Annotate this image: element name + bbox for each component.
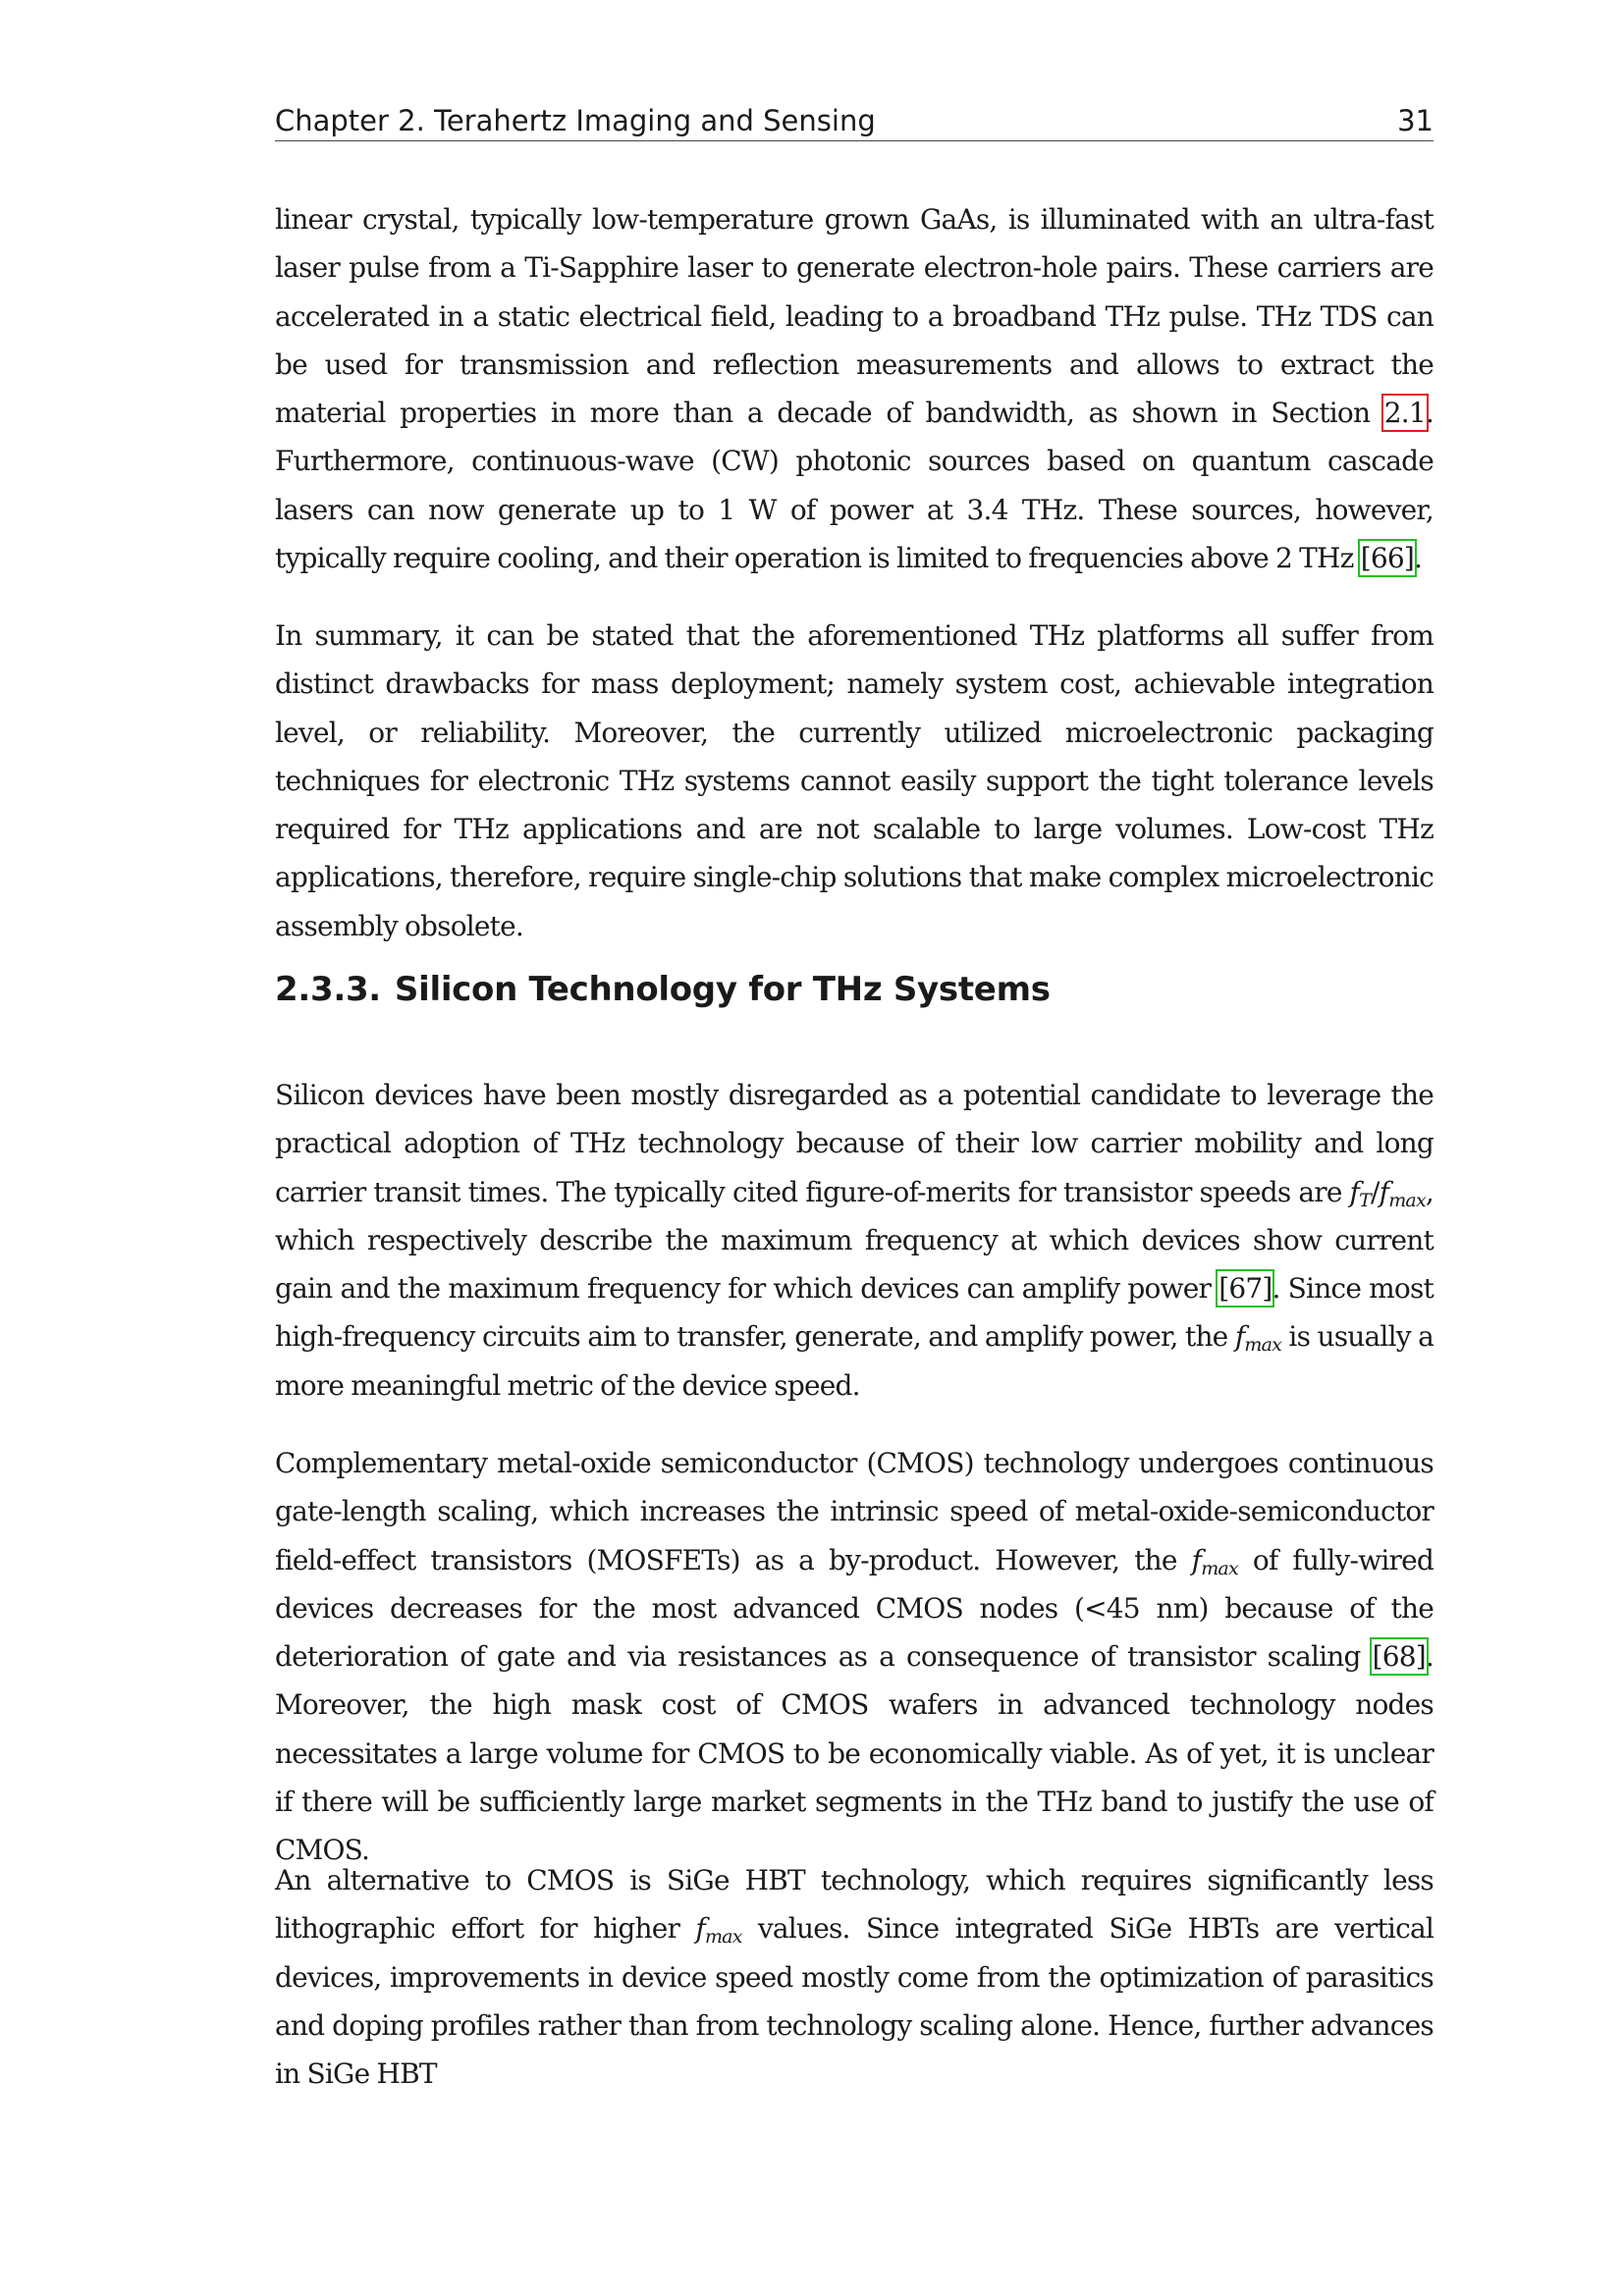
citation-link[interactable]: [68] — [1372, 1640, 1426, 1674]
paragraph-text: Silicon devices have been mostly disregarded as a potential candidate to leverage the practical adoption of THz technology because of their low carrier mobility and long carrier transit times. The typically cited figure-of-merits for transistor speeds are — [275, 1079, 1434, 1208]
math-slash: / — [1371, 1175, 1380, 1208]
paragraph-text: . Furthermore, continuous-wave (CW) photonic sources based on quantum cascade lasers can now generate up to 1 W of power at 3.4 THz. These sources, however, typically require cooling, and their operation is limited to frequencies above 2 THz — [275, 397, 1434, 575]
paragraph-text: Complementary metal-oxide semiconductor (CMOS) technology undergoes continuous gate-length scaling, which increases the intrinsic speed of metal-oxide-semiconductor field-effect transistors (MOSFETs) as a by-product. However, the — [275, 1447, 1434, 1576]
paragraph-text: . Moreover, the high mask cost of CMOS wafers in advanced technology nodes necessitates a large volume for CMOS to be economically viable. As of yet, it is unclear if there will be sufficiently large market segments in the THz band to justify the use of CMOS. — [275, 1640, 1434, 1867]
math-fmax: $f_{max}$ — [695, 1912, 742, 1949]
paragraph-text: In summary, it can be stated that the aforementioned THz platforms all suffer from distinct drawbacks for mass deployment; namely system cost, achievable integration level, or reliability. Moreover, the currently utilized microelectronic packaging techniques for electronic THz systems cannot easily support the tight tolerance levels required for THz applications and are not scalable to large volumes. Low-cost THz applications, therefore, require single-chip solutions that make complex microelectronic assembly obsolete. — [275, 619, 1434, 942]
running-header — [275, 101, 1434, 141]
section-link[interactable]: 2.1 — [1383, 397, 1426, 430]
section-number: 2.3.3. — [275, 970, 381, 1009]
paragraph-text: . Since most high-frequency circuits aim to transfer, generate, and amplify power, the — [275, 1272, 1434, 1354]
paragraph-text: of fully-wired devices decreases for the most advanced CMOS nodes (<45 nm) because of the deterioration of gate and via resistances as a consequence of transistor scaling — [275, 1543, 1434, 1674]
paragraph-text: , which respectively describe the maximum frequency at which devices show current gain and the maximum frequency for which devices can amplify power — [275, 1175, 1434, 1306]
citation-link[interactable]: [66] — [1360, 542, 1414, 575]
section-title: Silicon Technology for THz Systems — [394, 970, 1051, 1009]
section-heading — [275, 967, 1434, 1012]
paragraph-text: linear crystal, typically low-temperature grown GaAs, is illuminated with an ultra-fast laser pulse from a Ti-Sapphire laser to generate electron-hole pairs. These carriers are accelerated in a static electrical field, leading to a broadband THz pulse. THz TDS can be used for transmission and reflection measurements and allows to extract the material properties in more than a decade of bandwidth, as shown in Section — [275, 203, 1434, 430]
paragraph-text: is usually a more meaningful metric of the device speed. — [275, 1320, 1434, 1402]
paragraph-text: An alternative to CMOS is SiGe HBT technology, which requires significantly less lithographic effort for higher — [275, 1864, 1434, 1946]
paragraph-sige-hbt — [275, 1856, 1434, 2098]
paragraph-thz-tds — [275, 195, 1434, 582]
citation-link[interactable]: [67] — [1218, 1272, 1272, 1306]
math-fmax: $f_{max}$ — [1191, 1543, 1238, 1579]
math-ft: $f_T$ — [1349, 1175, 1371, 1211]
paragraph-summary — [275, 612, 1434, 950]
paragraph-cmos — [275, 1439, 1434, 1875]
chapter-title: Chapter 2. Terahertz Imaging and Sensing — [275, 104, 876, 137]
paragraph-text: . — [1413, 542, 1423, 575]
paragraph-text: values. Since integrated SiGe HBTs are vertical devices, improvements in device speed mostly come from the optimization of parasitics and doping profiles rather than from technology scaling alone. Hence, further advances in SiGe HBT — [275, 1912, 1435, 2091]
math-fmax: $f_{max}$ — [1234, 1320, 1282, 1357]
math-fmax: $f_{max}$ — [1379, 1175, 1426, 1211]
page-number: 31 — [1397, 104, 1434, 137]
paragraph-silicon-devices — [275, 1071, 1434, 1410]
